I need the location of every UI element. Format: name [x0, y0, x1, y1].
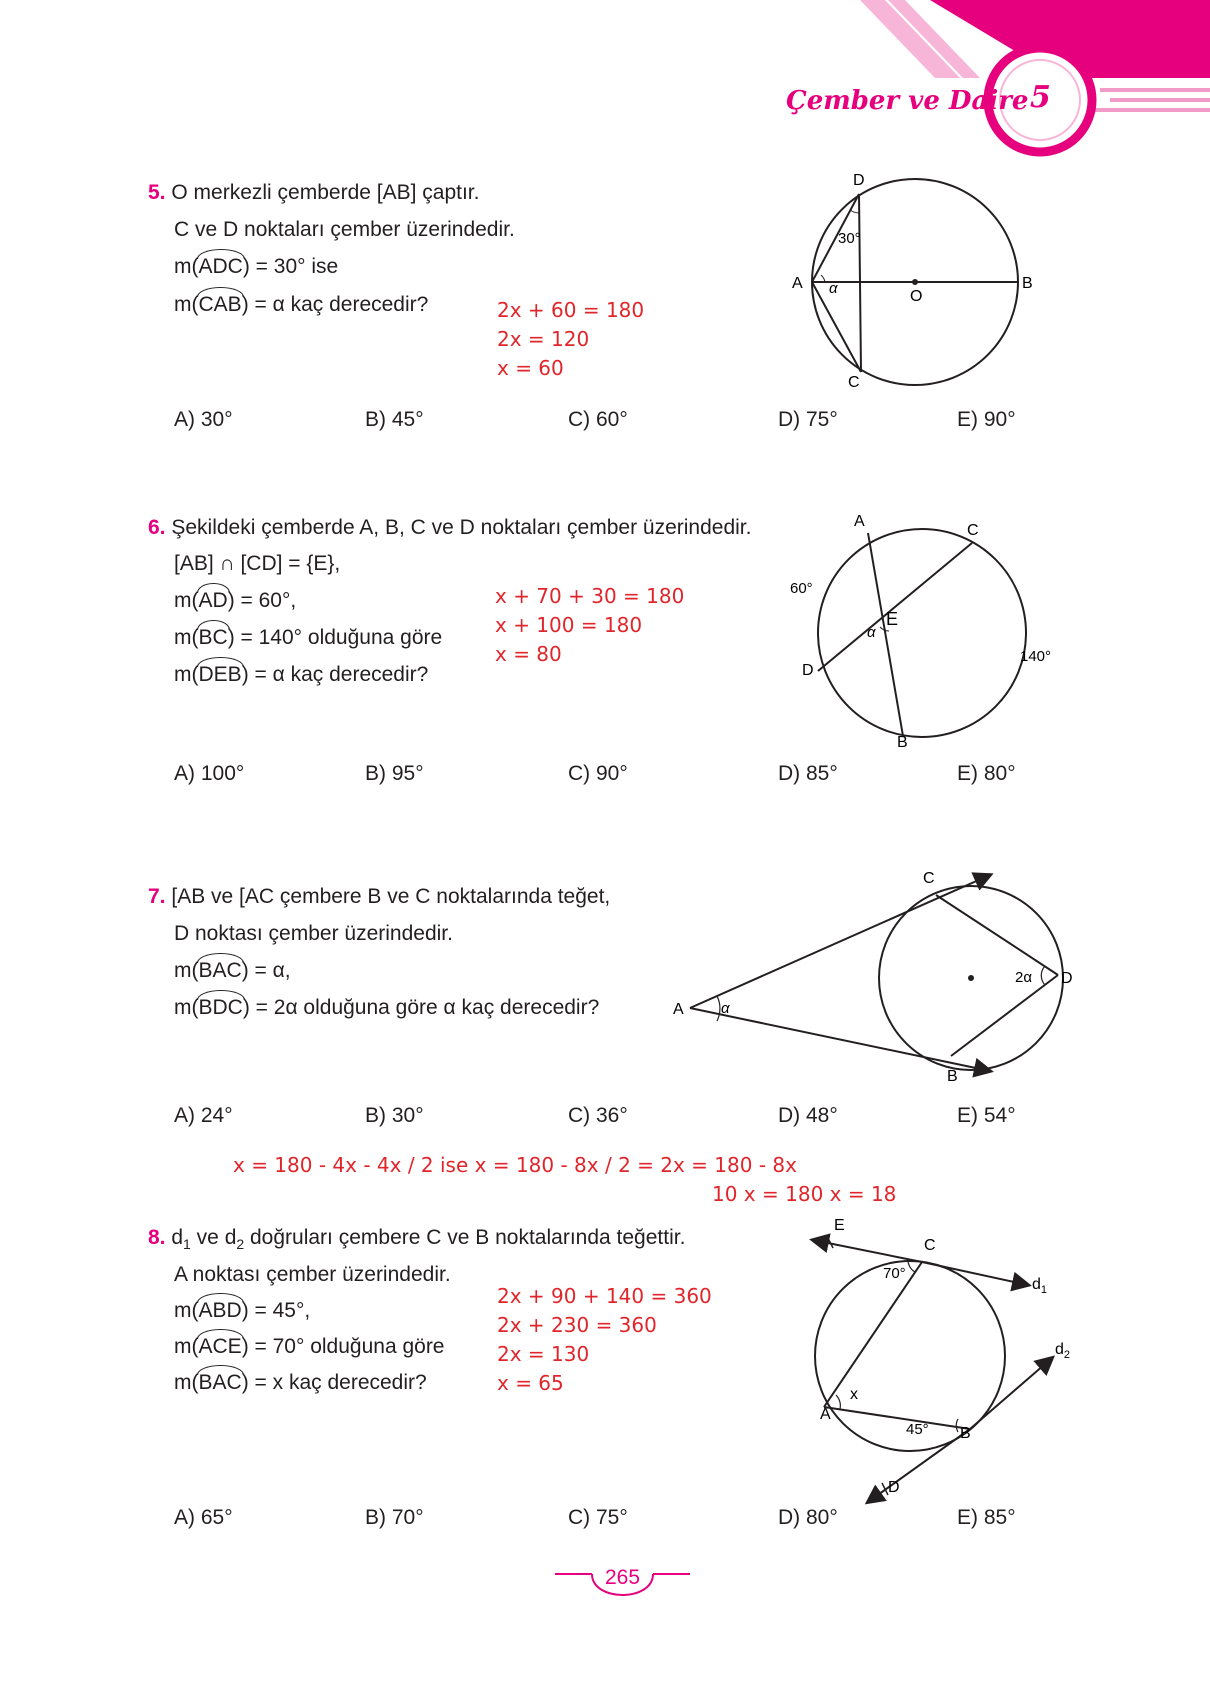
q5-l4-pre: m( [174, 293, 199, 316]
chapter-number: 5 [1030, 80, 1051, 115]
q6-l3-pre: m( [174, 589, 199, 612]
chapter-title: Çember ve Daire [786, 86, 1029, 116]
q7-option-a[interactable]: A) 24° [174, 1104, 233, 1127]
q7-fig-label-c: C [923, 870, 935, 887]
q8-fig-angle-70: 70° [883, 1265, 906, 1282]
q8-l1-a: d [171, 1226, 184, 1249]
q7-option-c[interactable]: C) 36° [568, 1104, 628, 1127]
q6-note-1: x + 70 + 30 = 180 [495, 584, 685, 608]
q8-l5-pre: m( [174, 1371, 199, 1394]
q6-line5 [174, 664, 428, 685]
q8-fig-label-d: D [888, 1479, 900, 1496]
q8-line2: A noktası çember üzerindedir. [174, 1263, 451, 1286]
q8-note-2: 2x + 230 = 360 [497, 1313, 657, 1337]
q6-option-b[interactable]: B) 95° [365, 762, 424, 785]
q8-option-d[interactable]: D) 80° [778, 1506, 838, 1529]
q6-fig-arc-140: 140° [1020, 648, 1052, 665]
q8-line5 [174, 1372, 427, 1393]
q5-option-d[interactable]: D) 75° [778, 408, 838, 431]
q7-note-2: 10 x = 180 x = 18 [712, 1182, 897, 1206]
q8-l1-sub1: 1 [183, 1236, 191, 1253]
q6-line1 [148, 517, 751, 538]
q6-fig-label-e: E [886, 609, 899, 629]
q6-fig-label-a: A [854, 515, 865, 530]
q7-fig-alpha: α [721, 1000, 730, 1017]
q8-l5-arc: BAC [198, 1371, 242, 1394]
q6-fig-label-b: B [897, 734, 908, 751]
q5-line1 [148, 182, 479, 203]
q5-l3-arc: ADC [198, 255, 243, 278]
q8-fig-d1-sub: 1 [1040, 1284, 1048, 1296]
q8-fig-label-b: B [960, 1425, 971, 1442]
page-number: 265 [605, 1566, 641, 1589]
q8-l3-post: ) = 45°, [241, 1299, 311, 1322]
q5-l4-arc: CAB [198, 293, 242, 316]
q6-l5-post: ) = α kaç derecedir? [241, 663, 429, 686]
q6-line3 [174, 590, 296, 611]
q8-line4 [174, 1336, 445, 1357]
q5-fig-angle: 30° [838, 230, 861, 247]
q8-l1-c: doğruları çembere C ve B noktalarında teğettir. [244, 1226, 686, 1249]
q8-number: 8. [148, 1226, 166, 1249]
q7-option-e[interactable]: E) 54° [957, 1104, 1016, 1127]
q8-fig-d2-sub: 2 [1063, 1349, 1071, 1361]
q8-option-c[interactable]: C) 75° [568, 1506, 628, 1529]
q8-l5-post: ) = x kaç derecedir? [241, 1371, 427, 1394]
q7-l4-post: ) = 2α olduğuna göre α kaç derecedir? [242, 996, 600, 1019]
q6-l4-arc: BC [198, 626, 228, 649]
q7-fig-2alpha: 2α [1015, 969, 1033, 986]
q5-line2: C ve D noktaları çember üzerindedir. [174, 218, 515, 241]
q8-note-3: 2x = 130 [497, 1342, 590, 1366]
q6-option-d[interactable]: D) 85° [778, 762, 838, 785]
q7-figure [665, 868, 1105, 1088]
q6-l4-post: ) = 140° olduğuna göre [227, 626, 443, 649]
q8-figure [800, 1212, 1090, 1507]
q5-fig-label-d: D [853, 172, 865, 189]
q8-fig-label-c: C [924, 1237, 936, 1254]
q8-option-b[interactable]: B) 70° [365, 1506, 424, 1529]
q6-figure [780, 515, 1070, 755]
q7-fig-label-a: A [673, 1001, 684, 1018]
q8-fig-label-x: x [850, 1386, 858, 1403]
q6-line2: [AB] ∩ [CD] = {E}, [174, 552, 341, 575]
q5-figure [780, 165, 1050, 400]
q6-fig-label-d: D [802, 662, 814, 679]
q6-fig-label-c: C [967, 522, 979, 539]
q6-line4 [174, 627, 442, 648]
q7-option-d[interactable]: D) 48° [778, 1104, 838, 1127]
q5-line4 [174, 294, 428, 315]
q5-fig-label-b: B [1022, 275, 1033, 292]
q7-l4-arc: BDC [198, 996, 243, 1019]
q5-option-b[interactable]: B) 45° [365, 408, 424, 431]
q5-fig-alpha: α [829, 280, 838, 297]
q5-note-3: x = 60 [497, 356, 564, 380]
q6-fig-alpha: α [867, 624, 876, 641]
q6-option-a[interactable]: A) 100° [174, 762, 245, 785]
q8-fig-d1-letter: d [1032, 1276, 1041, 1293]
q8-note-1: 2x + 90 + 140 = 360 [497, 1284, 712, 1308]
q7-l3-post: ) = α, [241, 959, 291, 982]
q7-line1-text: [AB ve [AC çembere B ve C noktalarında teğet, [171, 885, 611, 908]
q8-fig-label-d1 [1032, 1276, 1047, 1296]
q7-line3 [174, 960, 291, 981]
q7-option-b[interactable]: B) 30° [365, 1104, 424, 1127]
q6-number: 6. [148, 516, 166, 539]
q8-option-a[interactable]: A) 65° [174, 1506, 233, 1529]
q7-fig-label-b: B [947, 1068, 958, 1085]
q5-fig-label-o: O [910, 288, 923, 305]
q8-fig-d2-letter: d [1055, 1341, 1064, 1358]
q8-line3 [174, 1300, 310, 1321]
q5-line3 [174, 256, 338, 277]
q5-note-2: 2x = 120 [497, 327, 590, 351]
q5-l4-post: ) = α kaç derecedir? [241, 293, 429, 316]
q5-l3-pre: m( [174, 255, 199, 278]
q8-l3-pre: m( [174, 1299, 199, 1322]
q6-fig-arc-60: 60° [790, 580, 813, 597]
q8-line1 [148, 1227, 685, 1251]
q8-l1-b: ve d [190, 1226, 237, 1249]
q6-l4-pre: m( [174, 626, 199, 649]
q8-fig-label-a: A [820, 1406, 831, 1423]
q8-l3-arc: ABD [198, 1299, 242, 1322]
q7-number: 7. [148, 885, 166, 908]
q6-l5-pre: m( [174, 663, 199, 686]
q6-line1-text: Şekildeki çemberde A, B, C ve D noktaları çember üzerindedir. [171, 516, 752, 539]
q8-fig-label-e: E [834, 1217, 845, 1234]
q6-l3-post: ) = 60°, [227, 589, 297, 612]
q8-fig-label-d2 [1055, 1341, 1070, 1361]
q7-l3-arc: BAC [198, 959, 242, 982]
q7-line1 [148, 886, 610, 907]
q8-option-e[interactable]: E) 85° [957, 1506, 1016, 1529]
q8-l1-sub2: 2 [236, 1236, 245, 1253]
q5-option-a[interactable]: A) 30° [174, 408, 233, 431]
q6-l3-arc: AD [198, 589, 228, 612]
q8-l4-post: ) = 70° olduğuna göre [241, 1335, 445, 1358]
q5-line1-text: O merkezli çemberde [AB] çaptır. [171, 181, 480, 204]
q6-note-3: x = 80 [495, 642, 562, 666]
q8-l4-pre: m( [174, 1335, 199, 1358]
header-decoration [0, 0, 1210, 170]
q7-line4 [174, 997, 599, 1018]
q7-fig-label-d: D [1061, 970, 1073, 987]
q5-note-1: 2x + 60 = 180 [497, 298, 645, 322]
q6-option-c[interactable]: C) 90° [568, 762, 628, 785]
q7-note-1: x = 180 - 4x - 4x / 2 ise x = 180 - 8x / 2 = 2x = 180 - 8x [233, 1153, 797, 1177]
q8-l4-arc: ACE [198, 1335, 242, 1358]
q5-option-e[interactable]: E) 90° [957, 408, 1016, 431]
q8-note-4: x = 65 [497, 1371, 564, 1395]
q7-l4-pre: m( [174, 996, 199, 1019]
q6-l5-arc: DEB [198, 663, 242, 686]
q5-fig-label-a: A [792, 275, 803, 292]
q5-number: 5. [148, 181, 166, 204]
q6-note-2: x + 100 = 180 [495, 613, 643, 637]
q7-l3-pre: m( [174, 959, 199, 982]
q6-option-e[interactable]: E) 80° [957, 762, 1016, 785]
q5-l3-post: ) = 30° ise [242, 255, 339, 278]
q5-option-c[interactable]: C) 60° [568, 408, 628, 431]
q8-fig-angle-45: 45° [906, 1421, 929, 1438]
q7-line2: D noktası çember üzerindedir. [174, 922, 453, 945]
q5-fig-label-c: C [848, 374, 860, 391]
